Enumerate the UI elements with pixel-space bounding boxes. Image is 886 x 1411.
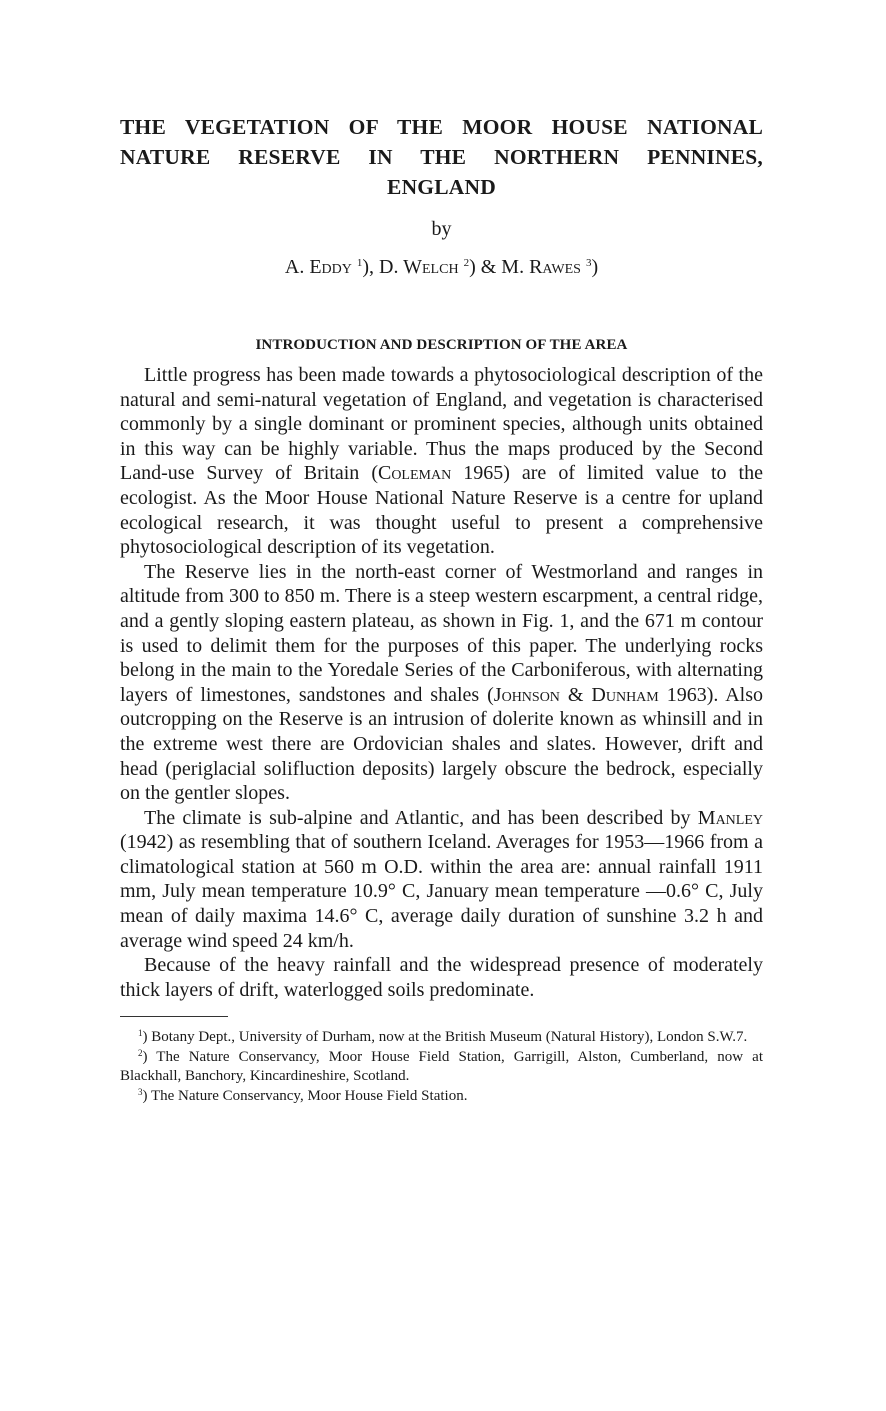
section-heading: INTRODUCTION AND DESCRIPTION OF THE AREA — [255, 337, 628, 353]
title-line-2: NATURE RESERVE IN THE NORTHERN PENNINES, — [120, 145, 763, 169]
citation-author: Coleman — [377, 462, 452, 485]
author-affiliation-mark: 3 — [585, 257, 592, 269]
author-separator: ) — [591, 256, 599, 278]
paragraph — [120, 806, 763, 954]
paragraph — [120, 953, 763, 1002]
footnote-text: ) Botany Dept., University of Durham, now at the British Museum (Natural History), London S.W.7. — [142, 1029, 748, 1046]
paper-title — [120, 112, 763, 202]
footnote — [120, 1028, 763, 1048]
footnote-text: ) The Nature Conservancy, Moor House Field Station, Garrigill, Alston, Cumberland, now at Blackhall, Banchory, Kincardineshire, Scotland. — [120, 1048, 763, 1085]
title-line-1: THE VEGETATION OF THE MOOR HOUSE NATIONAL — [120, 115, 763, 139]
title-line-3: ENGLAND — [387, 175, 496, 199]
paragraph-text: Because of the heavy rainfall and the widespread presence of moderately thick layers of drift, waterlogged soils predominate. — [120, 954, 763, 1001]
footnote-text: ) The Nature Conservancy, Moor House Field Station. — [142, 1087, 468, 1104]
byline: by — [431, 218, 452, 240]
footnote-rule — [120, 1016, 228, 1017]
author-name: M. Rawes — [501, 256, 581, 278]
paragraph-text: & — [559, 683, 592, 706]
paragraph-text: 1965) are of limited value to the ecologist. As the Moor House National Nature Reserve is a centre for upland ecological research, it was thought useful to present a comprehensive phytosociological description of its vegetation. — [120, 462, 763, 559]
citation-author: Manley — [697, 806, 763, 829]
paragraph-text: The climate is sub-alpine and Atlantic, and has been described by — [144, 806, 698, 829]
paragraph — [120, 560, 763, 806]
citation-author: Johnson — [493, 683, 560, 706]
author-affiliation-mark: 1 — [356, 257, 363, 269]
paragraph-text: The Reserve lies in the north-east corner of Westmorland and ranges in altitude from 300 to 850 m. There is a steep western escarpment, a central ridge, and a gently sloping eastern plateau, as shown in Fig. 1, and the 671 m contour is used to delimit them for the purposes of this paper. The underlying rocks belong in the main to the Yoredale Series of the Carboniferous, with alternating layers of limestones, sandstones and shales ( — [120, 560, 763, 706]
citation-author: Dunham — [591, 683, 659, 706]
footnote-mark: 3 — [138, 1086, 143, 1097]
footnotes — [120, 1028, 763, 1106]
paragraph-text: Little progress has been made towards a phytosociological description of the natural and semi-natural vegetation of England, and vegetation is characterised commonly by a single dominant or prominent species, although units obtained in this way can be highly variable. Thus the maps produced by the Second Land-use Survey of Britain ( — [120, 364, 763, 485]
paper-page — [120, 112, 763, 1106]
paragraph-text: (1942) as resembling that of southern Iceland. Averages for 1953—1966 from a climatological station at 560 m O.D. within the area are: annual rainfall 1911 mm, July mean temperature 10.9° C, January mean temperature —0.6° C, July mean of daily maxima 14.6° C, average daily duration of sunshine 3.2 h and average wind speed 24 km/h. — [120, 831, 763, 952]
footnote — [120, 1048, 763, 1087]
paragraph — [120, 363, 763, 560]
body-text — [120, 363, 763, 1002]
footnote — [120, 1087, 763, 1107]
author-affiliation-mark: 2 — [463, 257, 470, 269]
footnote-mark: 1 — [138, 1028, 143, 1039]
paragraph-text: 1963). Also outcropping on the Reserve is an intrusion of dolerite known as whinsill and in the extreme west there are Ordovician shales and slates. However, drift and head (periglacial solifluction deposits) largely obscure the bedrock, especially on the gentler slopes. — [120, 683, 764, 805]
author-name: D. Welch — [379, 256, 459, 278]
author-separator: ) & — [469, 256, 502, 278]
footnote-mark: 2 — [138, 1047, 143, 1058]
author-name: A. Eddy — [284, 256, 352, 278]
author-list — [120, 254, 763, 280]
author-separator: ), — [362, 256, 380, 278]
